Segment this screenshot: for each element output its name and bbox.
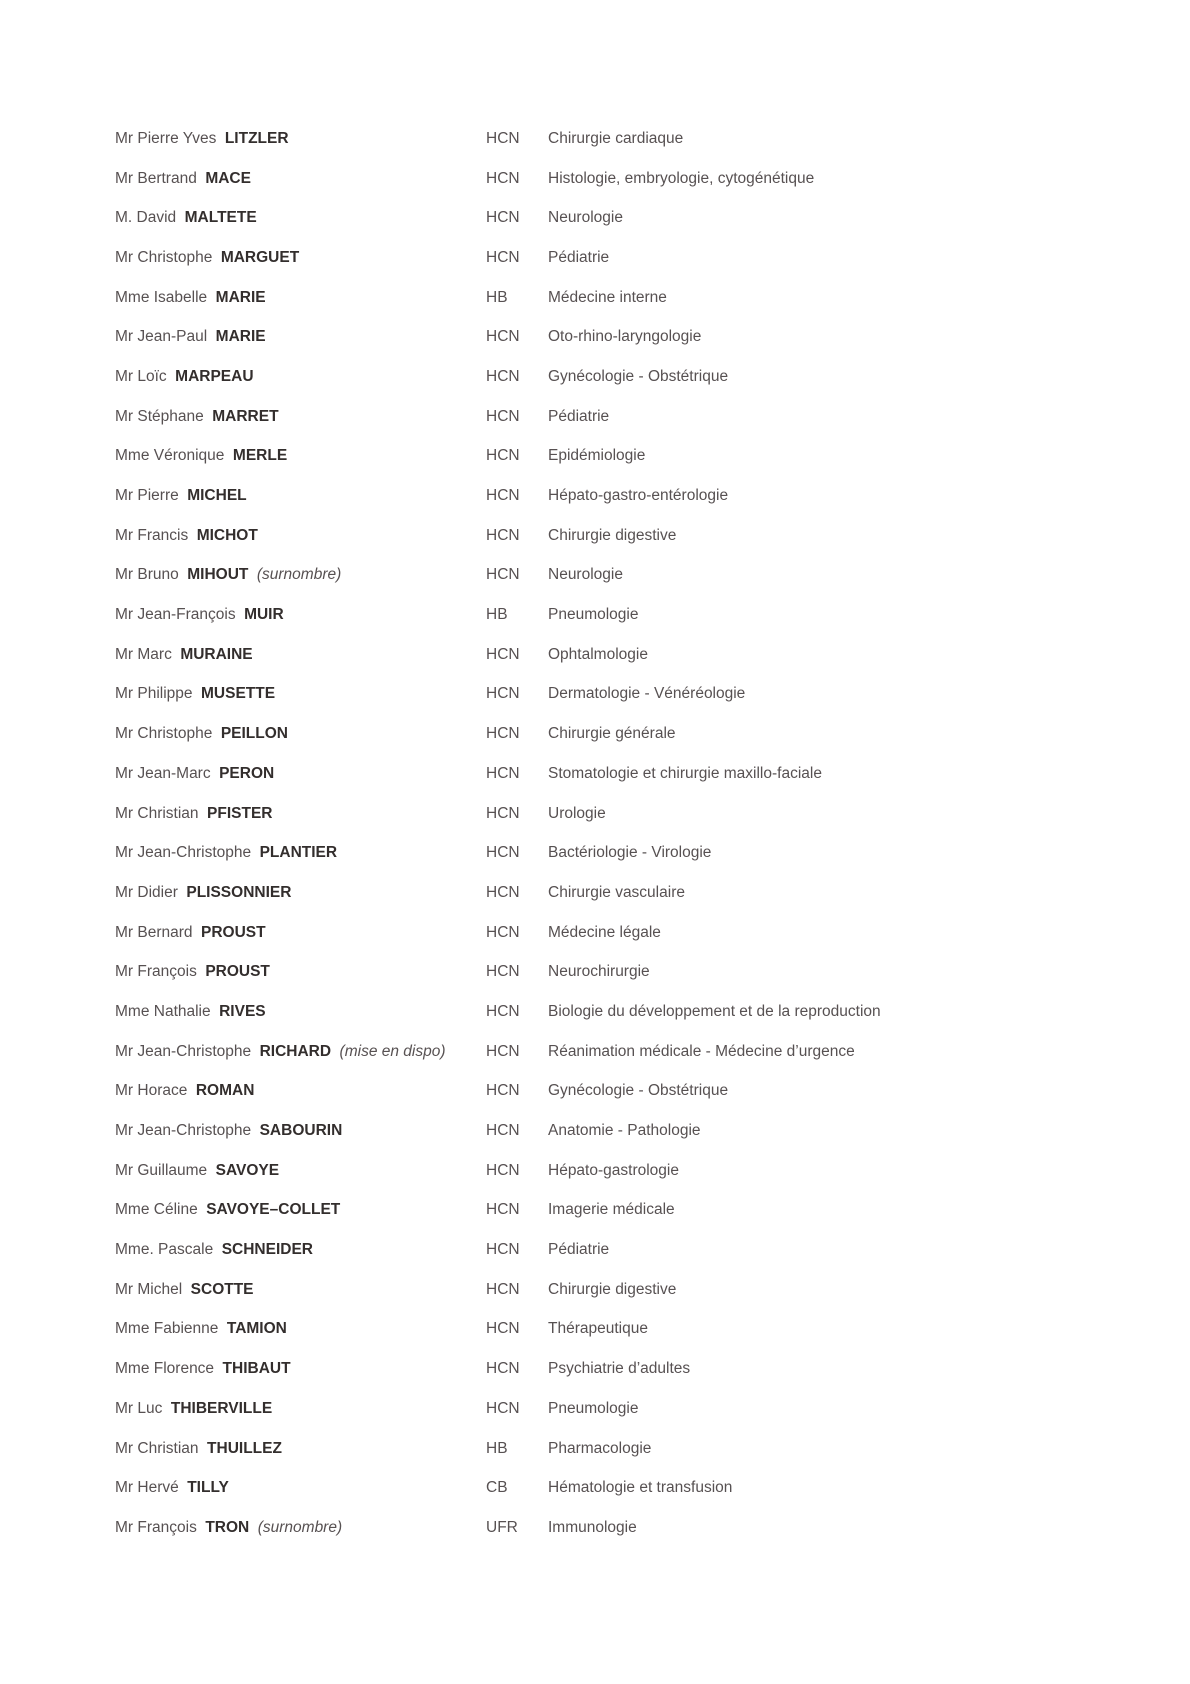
person-name [115, 527, 486, 545]
site-code: HCN [486, 1082, 520, 1100]
person-name [115, 130, 486, 148]
surname: MARGUET [220, 248, 300, 266]
table-row [115, 1349, 1180, 1389]
person-name [115, 1479, 486, 1497]
person-name [115, 884, 486, 902]
site-code: HCN [486, 526, 520, 544]
table-row [115, 119, 1180, 159]
site-code: HCN [486, 923, 520, 941]
person-name [115, 170, 486, 188]
site-code: HCN [486, 1320, 520, 1338]
person-name [115, 1082, 486, 1100]
specialty: Neurologie [548, 209, 623, 227]
specialty: Médecine légale [548, 923, 661, 941]
surname: PROUST [205, 963, 270, 981]
name-prefix: Mme Nathalie [115, 1002, 211, 1020]
site-code: HCN [486, 1122, 520, 1140]
site-code: HCN [486, 248, 520, 266]
surname: MARIE [215, 288, 266, 306]
site-code: HCN [486, 685, 520, 703]
surname: MIHOUT [187, 566, 249, 584]
name-prefix: Mr François [115, 963, 197, 981]
table-row [115, 238, 1180, 278]
table-row [115, 754, 1180, 794]
site-code: HCN [486, 963, 520, 981]
specialty: Stomatologie et chirurgie maxillo-faciale [548, 764, 822, 782]
site-code: HCN [486, 407, 520, 425]
name-prefix: Mr Jean-Christophe [115, 1122, 252, 1140]
person-name [115, 408, 486, 426]
specialty: Hépato-gastro-entérologie [548, 487, 729, 505]
site-code: HCN [486, 209, 520, 227]
table-row [115, 317, 1180, 357]
surname: THIBERVILLE [170, 1399, 273, 1417]
name-prefix: Mr Marc [115, 645, 172, 663]
person-name [115, 249, 486, 267]
surname: ROMAN [195, 1082, 255, 1100]
site-code: HCN [486, 645, 520, 663]
name-prefix: Mr Jean-François [115, 606, 236, 624]
person-name [115, 566, 486, 584]
name-note: (surnombre) [257, 1518, 343, 1536]
specialty: Imagerie médicale [548, 1201, 675, 1219]
person-name [115, 1519, 486, 1537]
name-prefix: Mme Céline [115, 1201, 198, 1219]
name-prefix: Mr Christian [115, 804, 199, 822]
site-code: HB [486, 606, 508, 624]
name-prefix: Mr Didier [115, 883, 178, 901]
name-prefix: Mr Jean-Christophe [115, 844, 252, 862]
surname: MARIE [215, 328, 266, 346]
surname: MALTETE [184, 209, 257, 227]
person-name [115, 289, 486, 307]
name-prefix: Mr Hervé [115, 1479, 179, 1497]
table-row [115, 1111, 1180, 1151]
name-prefix: Mr Philippe [115, 685, 193, 703]
specialty: Chirurgie digestive [548, 526, 677, 544]
surname: THIBAUT [222, 1360, 291, 1378]
surname: MUIR [244, 606, 284, 624]
specialty: Chirurgie digestive [548, 1280, 677, 1298]
person-name [115, 487, 486, 505]
table-row [115, 159, 1180, 199]
site-code: CB [486, 1479, 508, 1497]
person-name [115, 606, 486, 624]
person-name [115, 368, 486, 386]
site-code: HCN [486, 804, 520, 822]
name-prefix: Mr Jean-Marc [115, 764, 211, 782]
person-name [115, 328, 486, 346]
name-note: (mise en dispo) [339, 1042, 446, 1060]
name-prefix: Mme. Pascale [115, 1241, 214, 1259]
faculty-list [115, 119, 1180, 1548]
site-code: HCN [486, 487, 520, 505]
specialty: Biologie du développement et de la reproduction [548, 1002, 881, 1020]
specialty: Anatomie - Pathologie [548, 1122, 701, 1140]
specialty: Hépato-gastrologie [548, 1161, 679, 1179]
table-row [115, 1389, 1180, 1429]
surname: MACE [205, 169, 251, 187]
person-name [115, 725, 486, 743]
table-row [115, 1270, 1180, 1310]
specialty: Histologie, embryologie, cytogénétique [548, 169, 815, 187]
name-prefix: Mr Pierre Yves [115, 129, 217, 147]
specialty: Pédiatrie [548, 1241, 610, 1259]
person-name [115, 1440, 486, 1458]
table-row [115, 635, 1180, 675]
name-prefix: Mr Luc [115, 1399, 163, 1417]
name-prefix: Mr Christian [115, 1439, 199, 1457]
surname: SAVOYE–COLLET [206, 1201, 341, 1219]
specialty: Psychiatrie d’adultes [548, 1360, 691, 1378]
surname: PLANTIER [259, 844, 338, 862]
table-row [115, 476, 1180, 516]
site-code: HCN [486, 844, 520, 862]
site-code: HCN [486, 883, 520, 901]
specialty: Dermatologie - Vénéréologie [548, 685, 746, 703]
specialty: Bactériologie - Virologie [548, 844, 712, 862]
table-row [115, 1191, 1180, 1231]
table-row [115, 357, 1180, 397]
specialty: Gynécologie - Obstétrique [548, 1082, 729, 1100]
table-row [115, 1468, 1180, 1508]
name-prefix: Mr Bruno [115, 566, 179, 584]
surname: SCHNEIDER [221, 1241, 313, 1259]
name-prefix: Mr Bernard [115, 923, 193, 941]
person-name [115, 1241, 486, 1259]
specialty: Pédiatrie [548, 248, 610, 266]
table-row [115, 833, 1180, 873]
name-prefix: Mr Guillaume [115, 1161, 208, 1179]
name-prefix: Mr Jean-Christophe [115, 1042, 252, 1060]
site-code: HCN [486, 1002, 520, 1020]
name-note: (surnombre) [256, 566, 342, 584]
surname: PROUST [201, 923, 266, 941]
person-name [115, 924, 486, 942]
table-row [115, 1151, 1180, 1191]
name-prefix: Mr Christophe [115, 725, 213, 743]
surname: SCOTTE [190, 1280, 254, 1298]
surname: SAVOYE [215, 1161, 280, 1179]
name-prefix: Mme Véronique [115, 447, 225, 465]
surname: LITZLER [224, 129, 289, 147]
specialty: Urologie [548, 804, 606, 822]
specialty: Chirurgie vasculaire [548, 883, 685, 901]
person-name [115, 1162, 486, 1180]
specialty: Pédiatrie [548, 407, 610, 425]
person-name [115, 765, 486, 783]
table-row [115, 556, 1180, 596]
surname: MURAINE [180, 645, 253, 663]
person-name [115, 209, 486, 227]
specialty: Immunologie [548, 1518, 637, 1536]
table-row [115, 516, 1180, 556]
table-row [115, 1032, 1180, 1072]
name-prefix: Mr Francis [115, 526, 189, 544]
site-code: HCN [486, 367, 520, 385]
name-prefix: Mr Loïc [115, 367, 167, 385]
specialty: Chirurgie générale [548, 725, 676, 743]
person-name [115, 646, 486, 664]
specialty: Gynécologie - Obstétrique [548, 367, 729, 385]
surname: RIVES [219, 1002, 266, 1020]
table-row [115, 1508, 1180, 1548]
name-prefix: Mme Fabienne [115, 1320, 219, 1338]
site-code: HCN [486, 725, 520, 743]
site-code: HCN [486, 169, 520, 187]
specialty: Neurologie [548, 566, 623, 584]
site-code: HB [486, 288, 508, 306]
surname: MERLE [232, 447, 288, 465]
name-prefix: Mr Pierre [115, 487, 179, 505]
site-code: HCN [486, 566, 520, 584]
surname: MARPEAU [175, 367, 254, 385]
surname: TRON [205, 1518, 250, 1536]
site-code: HB [486, 1439, 508, 1457]
surname: MARRET [212, 407, 279, 425]
table-row [115, 913, 1180, 953]
name-prefix: Mr Stéphane [115, 407, 204, 425]
site-code: HCN [486, 447, 520, 465]
site-code: HCN [486, 1399, 520, 1417]
surname: RICHARD [259, 1042, 332, 1060]
specialty: Réanimation médicale - Médecine d’urgence [548, 1042, 855, 1060]
table-row [115, 873, 1180, 913]
table-row [115, 595, 1180, 635]
specialty: Médecine interne [548, 288, 667, 306]
surname: MICHOT [196, 526, 258, 544]
table-row [115, 1429, 1180, 1469]
specialty: Neurochirurgie [548, 963, 650, 981]
specialty: Ophtalmologie [548, 645, 648, 663]
table-row [115, 714, 1180, 754]
person-name [115, 1281, 486, 1299]
name-prefix: Mr Jean-Paul [115, 328, 208, 346]
person-name [115, 1122, 486, 1140]
site-code: UFR [486, 1518, 518, 1536]
surname: MICHEL [187, 487, 247, 505]
specialty: Pneumologie [548, 606, 639, 624]
specialty: Hématologie et transfusion [548, 1479, 733, 1497]
surname: MUSETTE [201, 685, 276, 703]
surname: PERON [219, 764, 275, 782]
person-name [115, 805, 486, 823]
person-name [115, 844, 486, 862]
site-code: HCN [486, 1042, 520, 1060]
table-row [115, 278, 1180, 318]
table-row [115, 992, 1180, 1032]
surname: PEILLON [220, 725, 288, 743]
site-code: HCN [486, 1241, 520, 1259]
name-prefix: Mme Florence [115, 1360, 215, 1378]
site-code: HCN [486, 1280, 520, 1298]
person-name [115, 1360, 486, 1378]
name-prefix: Mr Horace [115, 1082, 188, 1100]
person-name [115, 447, 486, 465]
site-code: HCN [486, 1161, 520, 1179]
name-prefix: M. David [115, 209, 177, 227]
person-name [115, 1400, 486, 1418]
table-row [115, 1230, 1180, 1270]
specialty: Epidémiologie [548, 447, 646, 465]
table-row [115, 794, 1180, 834]
site-code: HCN [486, 764, 520, 782]
table-row [115, 397, 1180, 437]
name-prefix: Mr Christophe [115, 248, 213, 266]
surname: SABOURIN [259, 1122, 343, 1140]
person-name [115, 1320, 486, 1338]
person-name [115, 685, 486, 703]
site-code: HCN [486, 328, 520, 346]
site-code: HCN [486, 129, 520, 147]
name-prefix: Mme Isabelle [115, 288, 208, 306]
table-row [115, 952, 1180, 992]
specialty: Thérapeutique [548, 1320, 648, 1338]
person-name [115, 1043, 486, 1061]
table-row [115, 198, 1180, 238]
table-row [115, 1310, 1180, 1350]
specialty: Oto-rhino-laryngologie [548, 328, 702, 346]
site-code: HCN [486, 1201, 520, 1219]
site-code: HCN [486, 1360, 520, 1378]
table-row [115, 675, 1180, 715]
specialty: Pneumologie [548, 1399, 639, 1417]
table-row [115, 1072, 1180, 1112]
name-prefix: Mr François [115, 1518, 197, 1536]
surname: PFISTER [207, 804, 273, 822]
specialty: Chirurgie cardiaque [548, 129, 684, 147]
person-name [115, 1201, 486, 1219]
name-prefix: Mr Michel [115, 1280, 183, 1298]
surname: PLISSONNIER [186, 883, 292, 901]
table-row [115, 437, 1180, 477]
name-prefix: Mr Bertrand [115, 169, 197, 187]
specialty: Pharmacologie [548, 1439, 652, 1457]
surname: TILLY [187, 1479, 229, 1497]
person-name [115, 963, 486, 981]
person-name [115, 1003, 486, 1021]
surname: THUILLEZ [207, 1439, 282, 1457]
surname: TAMION [226, 1320, 287, 1338]
